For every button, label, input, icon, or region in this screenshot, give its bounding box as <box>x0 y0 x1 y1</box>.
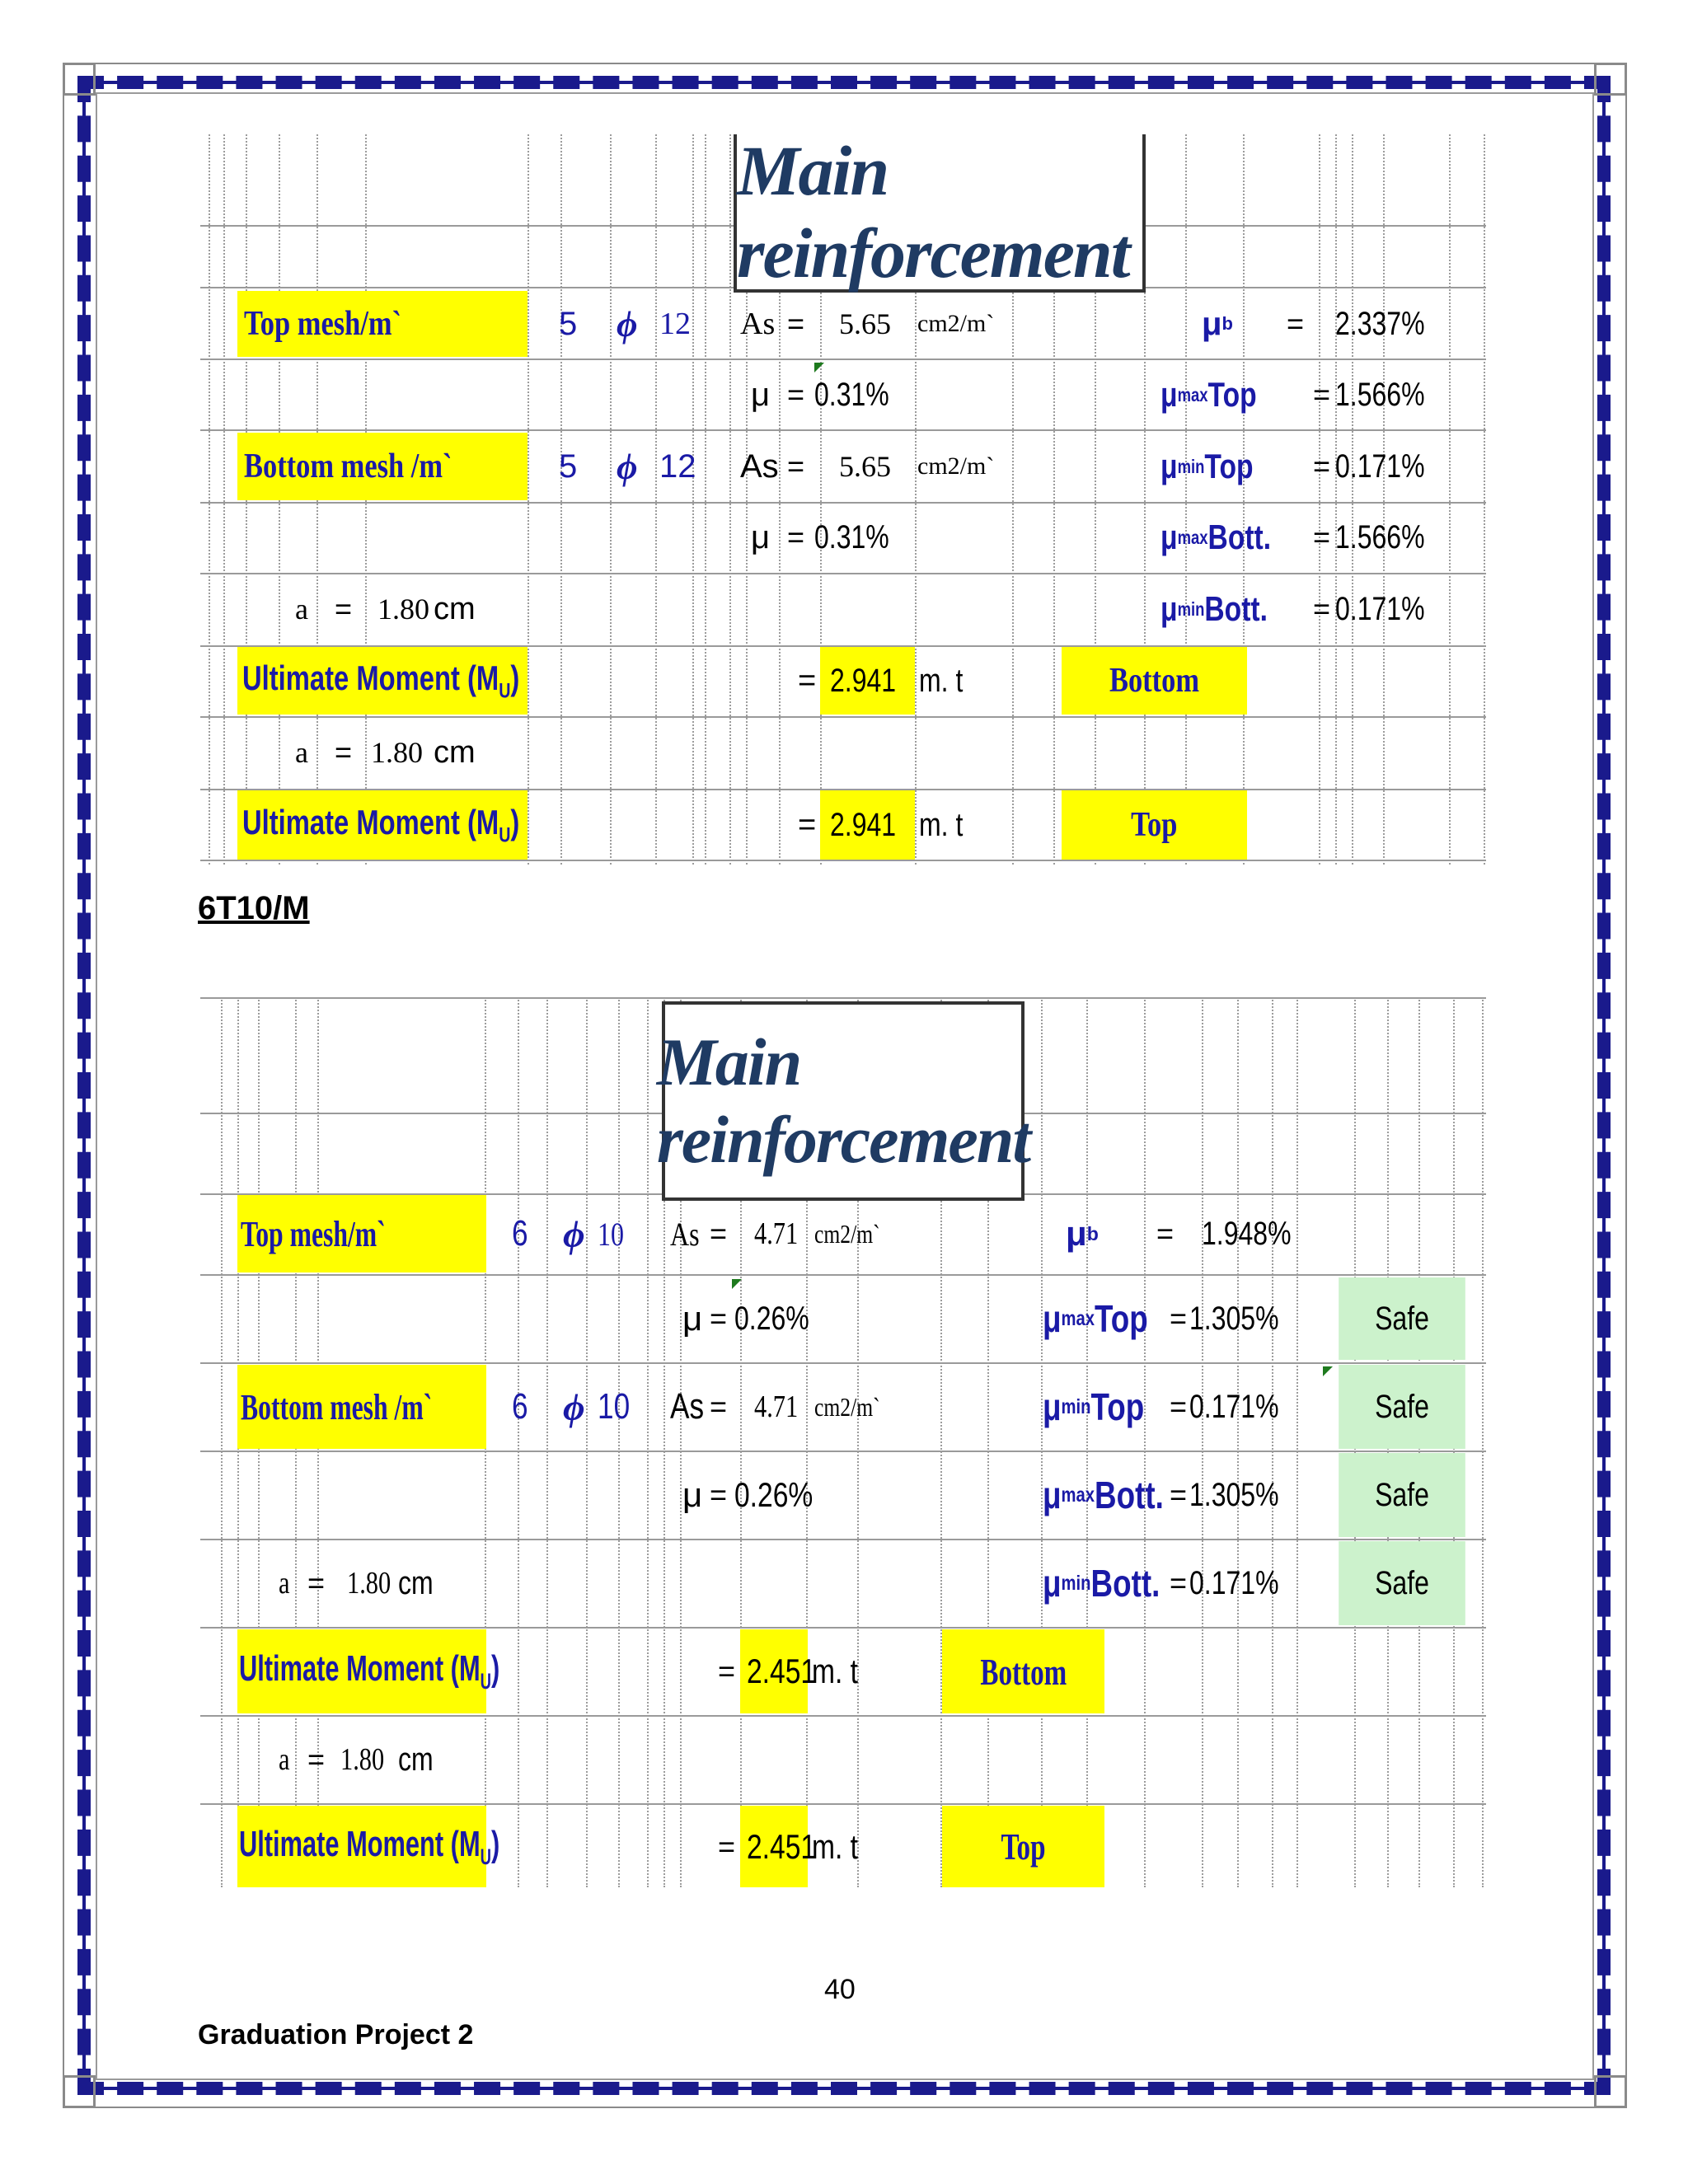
status-badge: Safe <box>1339 1541 1465 1625</box>
phi-symbol: ϕ <box>563 1212 585 1255</box>
ultimate-moment-label: Ultimate Moment $(M_U)$ <box>242 802 520 847</box>
mu-label: μ <box>751 518 771 555</box>
equals-sign: = <box>710 1478 728 1511</box>
mu-b-label: μ b <box>1202 305 1233 342</box>
position-label: Top <box>1001 1825 1046 1868</box>
bar-count: 5 <box>559 448 578 485</box>
equals-sign: = <box>718 1829 736 1863</box>
equals-sign: = <box>798 807 817 842</box>
a-label: a <box>295 736 308 769</box>
mu-max-top-value: 1.566% <box>1335 376 1425 413</box>
phi-symbol: ϕ <box>617 303 638 344</box>
mu-min-top-value: 0.171% <box>1335 448 1425 485</box>
top-mesh-label-cell <box>237 291 528 357</box>
a-value: 1.80 <box>347 1566 392 1601</box>
corner-ornament <box>1594 63 1627 96</box>
position-cell-bottom <box>1062 647 1247 715</box>
equals-sign: = <box>1313 520 1331 554</box>
mu-label: μ <box>682 1475 703 1514</box>
bar-diameter: 10 <box>598 1386 631 1427</box>
ultimate-moment-value-cell <box>820 647 915 715</box>
ultimate-moment-label: Ultimate Moment $(M_U)$ <box>242 658 520 703</box>
a-value: 1.80 <box>377 593 429 626</box>
as-value: 4.71 <box>754 1216 799 1251</box>
equals-sign: = <box>787 449 805 483</box>
top-mesh-label: Top mesh/m` <box>244 305 402 343</box>
a-unit: cm <box>434 591 476 626</box>
ultimate-moment-value-cell <box>820 790 915 860</box>
equals-sign: = <box>710 1301 728 1335</box>
as-value: 5.65 <box>839 450 891 483</box>
equals-sign: = <box>1313 377 1331 411</box>
mu-max-top-label: μ max Top <box>1160 375 1257 414</box>
top-mesh-label: Top mesh/m` <box>241 1213 386 1254</box>
a-unit: cm <box>398 1741 434 1778</box>
ultimate-moment-label-cell <box>237 1629 500 1713</box>
ultimate-moment-value: 2.941 <box>830 662 897 699</box>
moment-unit: m. t <box>919 806 964 843</box>
mu-label: μ <box>682 1299 703 1338</box>
a-label: a <box>295 593 308 626</box>
ultimate-moment-label-cell <box>237 1806 500 1887</box>
cell-comment-marker <box>1323 1366 1333 1376</box>
mu-max-bott-label: μ max Bott. <box>1043 1474 1164 1516</box>
bar-count: 6 <box>512 1386 528 1427</box>
ultimate-moment-value: 2.451 <box>747 1652 817 1690</box>
bottom-mesh-label: Bottom mesh /m` <box>241 1386 433 1427</box>
equals-sign: = <box>1170 1390 1188 1423</box>
as-unit: cm2/m` <box>917 452 995 480</box>
a-value: 1.80 <box>371 736 423 769</box>
bar-diameter: 12 <box>659 448 696 485</box>
as-unit: cm2/m` <box>814 1391 880 1422</box>
status-badge: Safe <box>1339 1365 1465 1449</box>
table-title: Main reinforcement <box>734 134 1146 293</box>
as-unit: cm2/m` <box>814 1218 880 1249</box>
status-badge: Safe <box>1339 1453 1465 1537</box>
equals-sign: = <box>307 1566 326 1600</box>
moment-unit: m. t <box>812 1652 858 1690</box>
phi-symbol: ϕ <box>563 1385 585 1428</box>
equals-sign: = <box>718 1654 736 1688</box>
equals-sign: = <box>1156 1216 1175 1250</box>
mu-b-label: μ b <box>1066 1214 1099 1253</box>
equals-sign: = <box>1170 1478 1188 1511</box>
mu-max-top-value: 1.305% <box>1189 1300 1279 1337</box>
as-label: As <box>740 448 779 485</box>
position-cell-top <box>942 1806 1104 1887</box>
section-heading: 6T10/M <box>198 890 310 926</box>
mu-label: μ <box>751 376 771 413</box>
equals-sign: = <box>1170 1301 1188 1335</box>
mu-value: 0.31% <box>814 518 889 555</box>
bar-count: 6 <box>512 1213 528 1254</box>
as-label: As <box>670 1386 705 1427</box>
ultimate-moment-value: 2.941 <box>830 806 897 843</box>
equals-sign: = <box>335 735 353 769</box>
equals-sign: = <box>787 307 805 340</box>
equals-sign: = <box>307 1742 326 1776</box>
reinforcement-table-2 <box>200 997 1486 1887</box>
phi-symbol: ϕ <box>617 446 638 487</box>
corner-ornament <box>63 2075 96 2108</box>
bar-diameter: 12 <box>659 307 691 341</box>
mu-min-top-value: 0.171% <box>1189 1388 1279 1425</box>
a-unit: cm <box>434 734 476 770</box>
equals-sign: = <box>335 592 353 626</box>
a-value: 1.80 <box>340 1742 385 1777</box>
equals-sign: = <box>787 377 805 411</box>
mu-min-top-label: μ min Top <box>1043 1385 1145 1428</box>
equals-sign: = <box>798 663 817 698</box>
equals-sign: = <box>710 1390 728 1423</box>
ultimate-moment-label: Ultimate Moment $(M_U)$ <box>239 1648 500 1694</box>
position-cell-top <box>1062 790 1247 860</box>
as-value: 5.65 <box>839 307 891 340</box>
mu-max-bott-value: 1.566% <box>1335 518 1425 555</box>
mu-min-bott-value: 0.171% <box>1335 590 1425 627</box>
mu-min-bott-label: μ min Bott. <box>1160 589 1268 628</box>
corner-ornament <box>1594 2075 1627 2108</box>
equals-sign: = <box>1313 592 1331 626</box>
bottom-mesh-label-cell <box>237 1365 486 1449</box>
as-value: 4.71 <box>754 1390 799 1424</box>
equals-sign: = <box>1313 449 1331 483</box>
mu-min-bott-label: μ min Bott. <box>1043 1562 1160 1605</box>
mu-value: 0.31% <box>814 376 889 413</box>
ultimate-moment-label-cell <box>237 790 528 860</box>
top-mesh-label-cell <box>237 1195 486 1272</box>
a-label: a <box>279 1566 290 1601</box>
bar-count: 5 <box>559 305 578 342</box>
table-title: Main reinforcement <box>662 1001 1025 1201</box>
mu-min-top-label: μ min Top <box>1160 447 1254 485</box>
bottom-mesh-label: Bottom mesh /m` <box>244 448 452 485</box>
corner-ornament <box>63 63 96 96</box>
bottom-mesh-label-cell <box>237 433 528 500</box>
position-cell-bottom <box>942 1629 1104 1713</box>
ultimate-moment-value-cell <box>740 1629 817 1713</box>
moment-unit: m. t <box>919 662 964 699</box>
a-unit: cm <box>398 1564 434 1601</box>
equals-sign: = <box>1287 307 1305 340</box>
mu-max-bott-label: μ max Bott. <box>1160 518 1272 556</box>
as-label: As <box>740 307 776 341</box>
status-badge: Safe <box>1339 1277 1465 1360</box>
ultimate-moment-value: 2.451 <box>747 1826 817 1866</box>
mu-b-value: 1.948% <box>1202 1215 1292 1252</box>
mu-value: 0.26% <box>734 1300 809 1337</box>
mu-value: 0.26% <box>734 1475 814 1514</box>
mu-max-top-label: μ max Top <box>1043 1297 1148 1340</box>
position-label: Bottom <box>1109 662 1200 700</box>
mu-min-bott-value: 0.171% <box>1189 1564 1279 1601</box>
position-label: Top <box>1131 806 1178 844</box>
equals-sign: = <box>710 1216 728 1250</box>
bar-diameter: 10 <box>598 1215 624 1253</box>
moment-unit: m. t <box>812 1826 858 1866</box>
ultimate-moment-label-cell <box>237 647 528 715</box>
ultimate-moment-value-cell <box>740 1806 817 1887</box>
page-number: 40 <box>824 1974 856 2005</box>
reinforcement-table-1 <box>200 131 1486 865</box>
ultimate-moment-label: Ultimate Moment $(M_U)$ <box>239 1823 500 1869</box>
a-label: a <box>279 1742 290 1777</box>
mu-b-value: 2.337% <box>1335 305 1425 342</box>
footer-text: Graduation Project 2 <box>198 2019 474 2050</box>
equals-sign: = <box>787 520 805 554</box>
as-unit: cm2/m` <box>917 310 995 337</box>
equals-sign: = <box>1170 1566 1188 1600</box>
mu-max-bott-value: 1.305% <box>1189 1476 1279 1513</box>
position-label: Bottom <box>980 1650 1067 1693</box>
as-label: As <box>670 1215 700 1253</box>
